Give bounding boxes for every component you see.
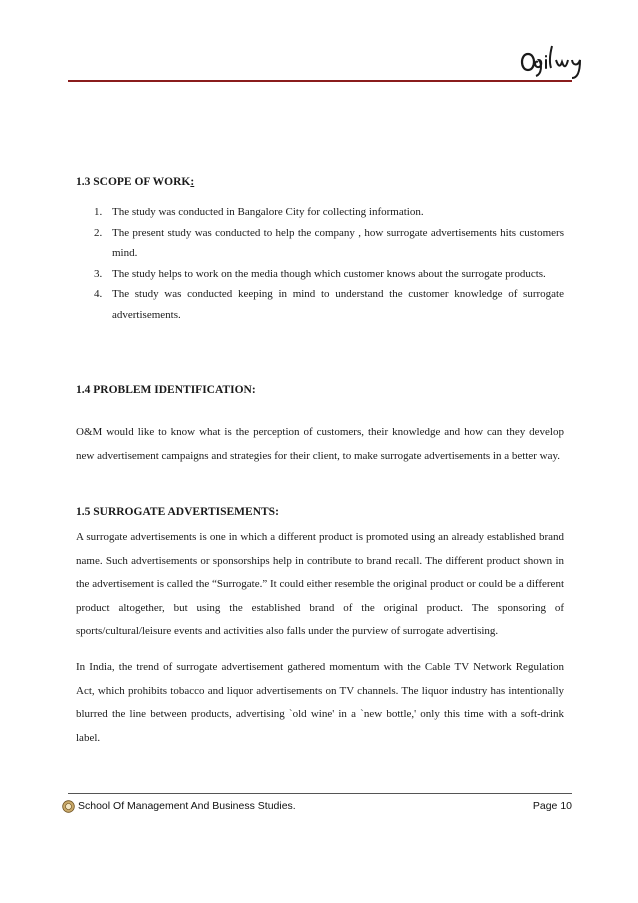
list-number: 2.	[94, 226, 103, 239]
list-item	[76, 223, 564, 264]
surrogate-paragraph-1: A surrogate advertisements is one in which a different product is promoted using an already established brand name. Such advertisements or sponsorships help in contribute to brand recall. The different product shown in the advertisement is called the “Surrogate.” It could either resemble the original product or could be a different product altogether, but using the established brand of the original product. The sponsoring of sports/cultural/leisure events and activities also falls under the purview of surrogate advertising.	[76, 531, 564, 637]
footer-rule	[68, 793, 572, 794]
ogilvy-logo	[518, 40, 590, 80]
list-number: 3.	[94, 267, 103, 280]
university-seal-icon	[62, 800, 75, 813]
list-text: The study was conducted in Bangalore City for collecting information.	[112, 206, 424, 218]
section-heading-surrogate-advertisements: 1.5 SURROGATE ADVERTISEMENTS:	[76, 506, 279, 518]
list-number: 1.	[94, 206, 103, 218]
problem-paragraph: O&M would like to know what is the perception of customers, their knowledge and how can they develop new advertisement campaigns and strategies for their client, to make surrogate advertisements in a better way.	[76, 426, 564, 462]
heading-colon: :	[190, 176, 195, 188]
list-number: 4.	[94, 288, 103, 300]
list-item	[76, 284, 564, 325]
list-item	[76, 202, 564, 223]
footer-school-name: School Of Management And Business Studies.	[78, 800, 296, 812]
page-footer	[62, 799, 572, 815]
scope-list	[76, 202, 564, 325]
header-rule	[68, 80, 572, 82]
section-heading-problem-identification: 1.4 PROBLEM IDENTIFICATION:	[76, 384, 256, 396]
list-text: The present study was conducted to help the company , how surrogate advertisements hits customers mind.	[112, 226, 564, 259]
heading-text: 1.3 SCOPE OF WORK	[76, 176, 191, 188]
list-text: The study helps to work on the media though which customer knows about the surrogate products.	[112, 267, 546, 280]
section-heading-scope-of-work	[76, 176, 194, 188]
list-text: The study was conducted keeping in mind to understand the customer knowledge of surrogate advertisements.	[112, 288, 564, 321]
surrogate-paragraph-2: In India, the trend of surrogate advertisement gathered momentum with the Cable TV Network Regulation Act, which prohibits tobacco and liquor advertisements on TV channels. The liquor industry has intentionally blurred the line between products, advertising `old wine' in a `new bottle,' only this time with a soft-drink label.	[76, 661, 564, 744]
list-item	[76, 264, 564, 285]
footer-page-number: Page 10	[532, 800, 572, 812]
